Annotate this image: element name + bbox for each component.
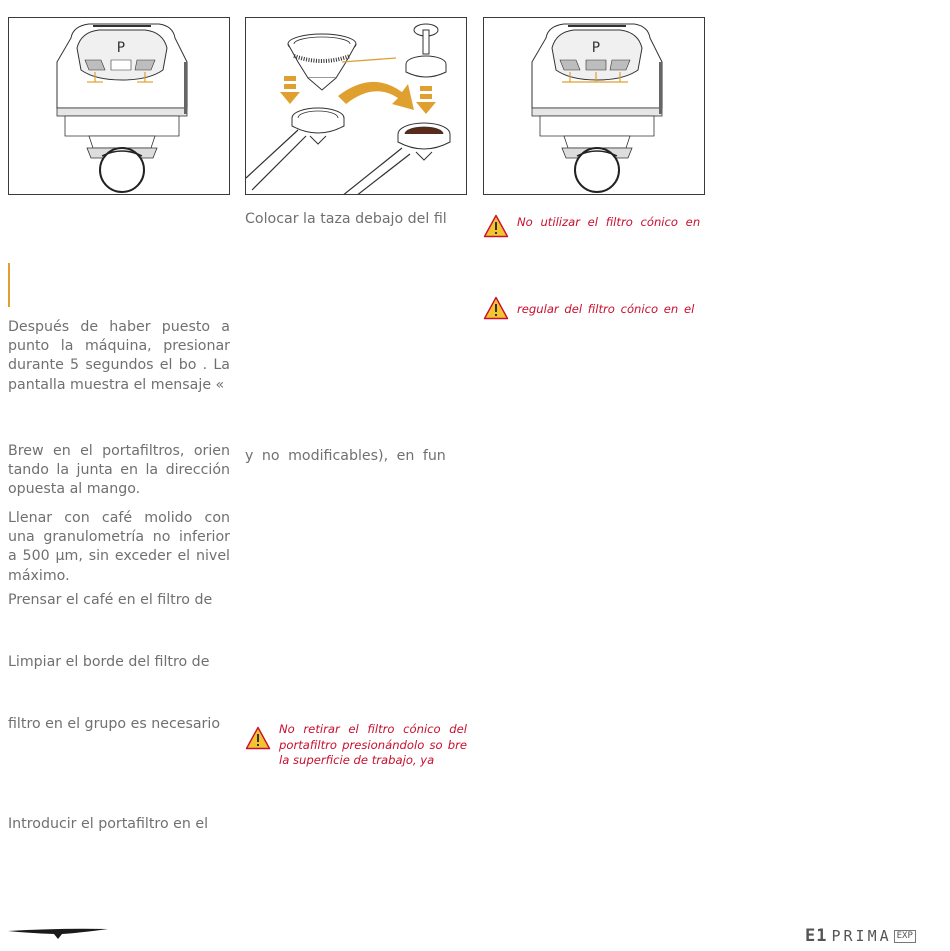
- brand-logo-icon: [8, 925, 110, 941]
- machine-illustration: [484, 18, 705, 195]
- section-accent-bar: [8, 263, 10, 307]
- brand-suffix: EXP: [894, 930, 916, 943]
- brand-name: PRIMA: [831, 927, 892, 945]
- display-letter: P: [116, 40, 126, 56]
- warning-icon: [245, 726, 271, 750]
- left-paragraph-2: Brew en el portafiltros, orien tando la junta en la dirección opuesta al mango.: [8, 443, 230, 498]
- left-paragraph-7: Introducir el portafiltro en el: [8, 816, 209, 832]
- figure-machine-display-three-buttons: [483, 17, 705, 195]
- warning-icon: [483, 214, 509, 238]
- brand-prefix: E1: [805, 926, 828, 946]
- left-paragraph-3: Llenar con café molido con una granulometría no inferior a 500 µm, sin exceder el nivel máximo.: [8, 510, 230, 584]
- right-warning-2-text: regular del filtro cónico en el: [517, 302, 695, 316]
- middle-warning-text: No retirar el filtro cónico del portafiltro presionándolo so bre la superficie de trabajo, ya: [279, 722, 467, 767]
- left-paragraph-5: Limpiar el borde del filtro de: [8, 654, 210, 670]
- middle-paragraph-1: Colocar la taza debajo del fil: [245, 211, 447, 227]
- right-warning-1: [483, 214, 707, 238]
- figure-machine-display-two-buttons: [8, 17, 230, 195]
- middle-paragraph-2: y no modificables), en fun: [245, 448, 446, 464]
- right-warning-2: [483, 296, 707, 320]
- figure-portafilter-funnel: [245, 17, 467, 195]
- left-paragraph-1: Después de haber puesto a punto la máquina, presionar durante 5 segundos el bo . La pantalla muestra el mensaje «: [8, 319, 230, 393]
- left-paragraph-6: filtro en el grupo es necesario: [8, 716, 221, 732]
- left-paragraph-4: Prensar el café en el filtro de: [8, 592, 213, 608]
- warning-icon: [483, 296, 509, 320]
- middle-warning: [245, 722, 467, 769]
- right-warning-1-text: No utilizar el filtro cónico en: [517, 215, 701, 229]
- portafilter-illustration: [246, 18, 467, 195]
- display-letter: P: [591, 40, 601, 56]
- machine-illustration: [9, 18, 230, 195]
- product-brand: [805, 926, 916, 946]
